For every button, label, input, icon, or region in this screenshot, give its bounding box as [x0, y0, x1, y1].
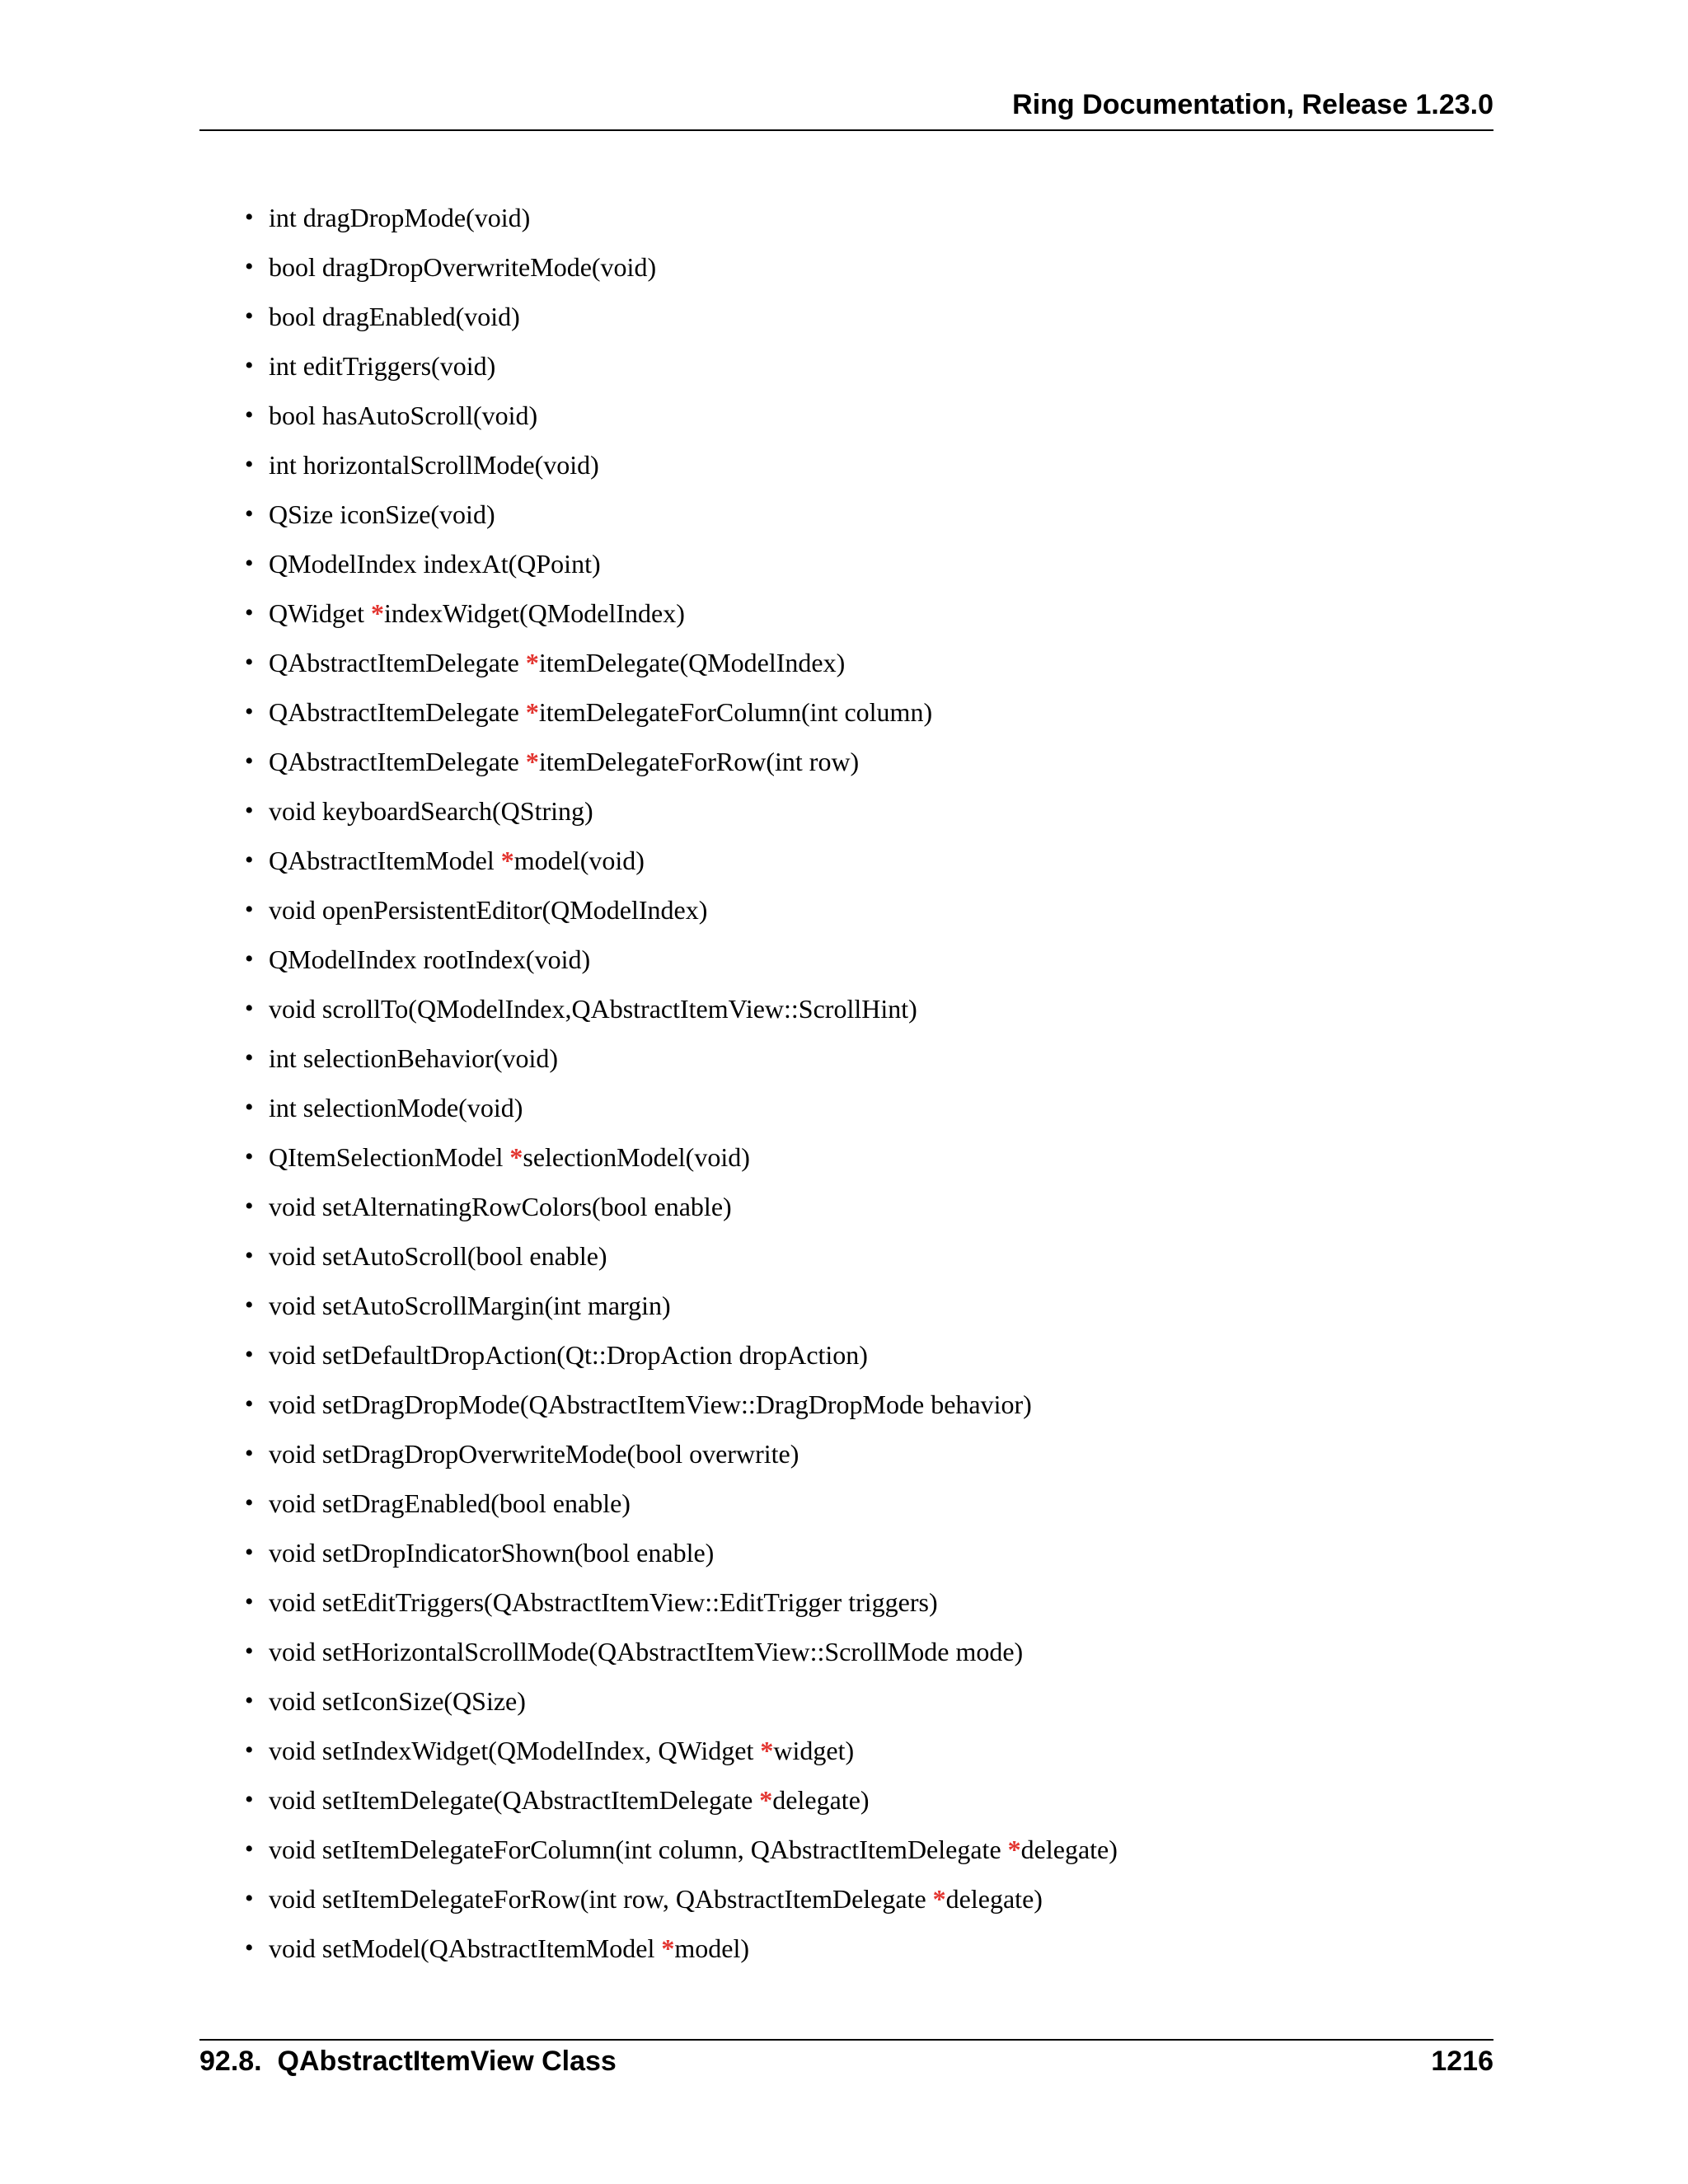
- bullet-icon: •: [245, 1687, 254, 1714]
- pointer-star: *: [509, 1142, 523, 1172]
- method-text: QAbstractItemDelegate: [269, 697, 526, 727]
- bullet-icon: •: [245, 1440, 254, 1467]
- method-text: int selectionMode(void): [269, 1093, 523, 1122]
- method-text: void scrollTo(QModelIndex,QAbstractItemView::ScrollHint): [269, 994, 917, 1024]
- method-text: QAbstractItemModel: [269, 846, 501, 875]
- method-text: QSize iconSize(void): [269, 499, 495, 529]
- method-text: void setDropIndicatorShown(bool enable): [269, 1538, 715, 1568]
- bullet-icon: •: [245, 649, 254, 676]
- bullet-icon: •: [245, 451, 254, 478]
- method-text: void openPersistentEditor(QModelIndex): [269, 895, 708, 925]
- bullet-icon: •: [245, 1736, 254, 1764]
- method-text: int horizontalScrollMode(void): [269, 450, 599, 480]
- list-item: [239, 1037, 1118, 1086]
- list-item: [239, 493, 1118, 542]
- method-text: model(void): [513, 846, 645, 875]
- bullet-icon: •: [245, 945, 254, 972]
- method-text: QAbstractItemDelegate: [269, 648, 526, 677]
- method-text: itemDelegateForRow(int row): [538, 747, 860, 776]
- list-item: [239, 1581, 1118, 1630]
- method-text: QAbstractItemDelegate: [269, 747, 526, 776]
- method-text: void setAlternatingRowColors(bool enable): [269, 1192, 732, 1221]
- bullet-icon: •: [245, 698, 254, 725]
- pointer-star: *: [661, 1933, 675, 1963]
- list-item: [239, 1531, 1118, 1581]
- method-text: void keyboardSearch(QString): [269, 796, 593, 826]
- bullet-icon: •: [245, 846, 254, 874]
- method-text: void setEditTriggers(QAbstractItemView::EditTrigger triggers): [269, 1587, 938, 1617]
- list-item: [239, 1779, 1118, 1828]
- method-text: void setIconSize(QSize): [269, 1686, 526, 1716]
- method-text: int editTriggers(void): [269, 351, 496, 381]
- bullet-icon: •: [245, 1390, 254, 1418]
- method-text: void setDefaultDropAction(Qt::DropAction dropAction): [269, 1340, 868, 1370]
- list-item: [239, 1680, 1118, 1729]
- pointer-star: *: [525, 648, 539, 677]
- list-item: [239, 1729, 1118, 1779]
- list-item: [239, 938, 1118, 987]
- bullet-icon: •: [245, 599, 254, 626]
- method-text: model): [674, 1933, 749, 1963]
- pointer-star: *: [371, 598, 385, 628]
- method-text: void setDragDropOverwriteMode(bool overwrite): [269, 1439, 799, 1469]
- pointer-star: *: [760, 1736, 774, 1765]
- list-item: [239, 1333, 1118, 1383]
- header-rule: [199, 129, 1493, 131]
- bullet-icon: •: [245, 500, 254, 527]
- bullet-icon: •: [245, 995, 254, 1022]
- list-item: [239, 344, 1118, 394]
- bullet-icon: •: [245, 1588, 254, 1615]
- bullet-icon: •: [245, 204, 254, 231]
- pointer-star: *: [932, 1884, 946, 1914]
- method-text: int dragDropMode(void): [269, 203, 531, 232]
- list-item: [239, 295, 1118, 344]
- footer-rule: [199, 2039, 1493, 2041]
- list-item: [239, 1284, 1118, 1333]
- bullet-icon: •: [245, 302, 254, 330]
- bullet-icon: •: [245, 253, 254, 280]
- list-item: [239, 246, 1118, 295]
- page-header-title: Ring Documentation, Release 1.23.0: [1012, 89, 1493, 120]
- pointer-star: *: [525, 747, 539, 776]
- list-item: [239, 790, 1118, 839]
- list-item: [239, 691, 1118, 740]
- method-text: indexWidget(QModelIndex): [384, 598, 685, 628]
- bullet-icon: •: [245, 1934, 254, 1961]
- bullet-icon: •: [245, 1094, 254, 1121]
- method-text: itemDelegate(QModelIndex): [538, 648, 846, 677]
- method-text: void setItemDelegateForColumn(int column, QAbstractItemDelegate: [269, 1835, 1008, 1864]
- list-item: [239, 1235, 1118, 1284]
- pointer-star: *: [1007, 1835, 1021, 1864]
- method-text: delegate): [1020, 1835, 1118, 1864]
- method-text: void setModel(QAbstractItemModel: [269, 1933, 662, 1963]
- bullet-icon: •: [245, 797, 254, 824]
- method-text: void setIndexWidget(QModelIndex, QWidget: [269, 1736, 761, 1765]
- method-text: delegate): [945, 1884, 1043, 1914]
- method-text: selectionModel(void): [523, 1142, 750, 1172]
- bullet-icon: •: [245, 1638, 254, 1665]
- method-text: bool dragDropOverwriteMode(void): [269, 252, 657, 282]
- method-text: QModelIndex rootIndex(void): [269, 944, 591, 974]
- bullet-icon: •: [245, 1193, 254, 1220]
- bullet-icon: •: [245, 1341, 254, 1368]
- list-item: [239, 1086, 1118, 1136]
- bullet-icon: •: [245, 401, 254, 429]
- list-item: [239, 394, 1118, 443]
- bullet-icon: •: [245, 1143, 254, 1170]
- method-text: QModelIndex indexAt(QPoint): [269, 549, 601, 579]
- list-item: [239, 987, 1118, 1037]
- list-item: [239, 740, 1118, 790]
- bullet-icon: •: [245, 1291, 254, 1319]
- method-text: void setHorizontalScrollMode(QAbstractItemView::ScrollMode mode): [269, 1637, 1024, 1666]
- list-item: [239, 888, 1118, 938]
- list-item: [239, 542, 1118, 592]
- pointer-star: *: [500, 846, 514, 875]
- bullet-icon: •: [245, 1539, 254, 1566]
- bullet-icon: •: [245, 1242, 254, 1269]
- method-text: bool hasAutoScroll(void): [269, 401, 538, 430]
- bullet-icon: •: [245, 550, 254, 577]
- method-text: int selectionBehavior(void): [269, 1043, 559, 1073]
- list-item: [239, 641, 1118, 691]
- list-item: [239, 443, 1118, 493]
- footer-page-number: 1216: [1431, 2046, 1493, 2077]
- method-text: delegate): [772, 1785, 870, 1815]
- bullet-icon: •: [245, 1885, 254, 1912]
- list-item: [239, 839, 1118, 888]
- bullet-icon: •: [245, 1489, 254, 1516]
- pointer-star: *: [759, 1785, 773, 1815]
- method-text: QWidget: [269, 598, 372, 628]
- list-item: [239, 1432, 1118, 1482]
- list-item: [239, 1383, 1118, 1432]
- method-text: void setDragDropMode(QAbstractItemView::DragDropMode behavior): [269, 1390, 1032, 1419]
- bullet-icon: •: [245, 352, 254, 379]
- list-item: [239, 1136, 1118, 1185]
- method-text: QItemSelectionModel: [269, 1142, 510, 1172]
- method-text: widget): [773, 1736, 855, 1765]
- method-list: [239, 196, 1118, 1976]
- footer-section-title: 92.8. QAbstractItemView Class: [199, 2046, 617, 2077]
- list-item: [239, 1482, 1118, 1531]
- method-text: bool dragEnabled(void): [269, 302, 520, 331]
- method-text: void setAutoScrollMargin(int margin): [269, 1291, 671, 1320]
- bullet-icon: •: [245, 748, 254, 775]
- bullet-icon: •: [245, 1044, 254, 1071]
- method-text: void setItemDelegate(QAbstractItemDelegate: [269, 1785, 760, 1815]
- list-item: [239, 1877, 1118, 1927]
- bullet-icon: •: [245, 1786, 254, 1813]
- method-text: void setItemDelegateForRow(int row, QAbstractItemDelegate: [269, 1884, 933, 1914]
- method-text: void setAutoScroll(bool enable): [269, 1241, 607, 1271]
- method-text: itemDelegateForColumn(int column): [538, 697, 933, 727]
- list-item: [239, 1828, 1118, 1877]
- bullet-icon: •: [245, 1835, 254, 1863]
- pointer-star: *: [525, 697, 539, 727]
- bullet-icon: •: [245, 896, 254, 923]
- list-item: [239, 1185, 1118, 1235]
- list-item: [239, 1927, 1118, 1976]
- list-item: [239, 1630, 1118, 1680]
- list-item: [239, 592, 1118, 641]
- list-item: [239, 196, 1118, 246]
- method-text: void setDragEnabled(bool enable): [269, 1488, 631, 1518]
